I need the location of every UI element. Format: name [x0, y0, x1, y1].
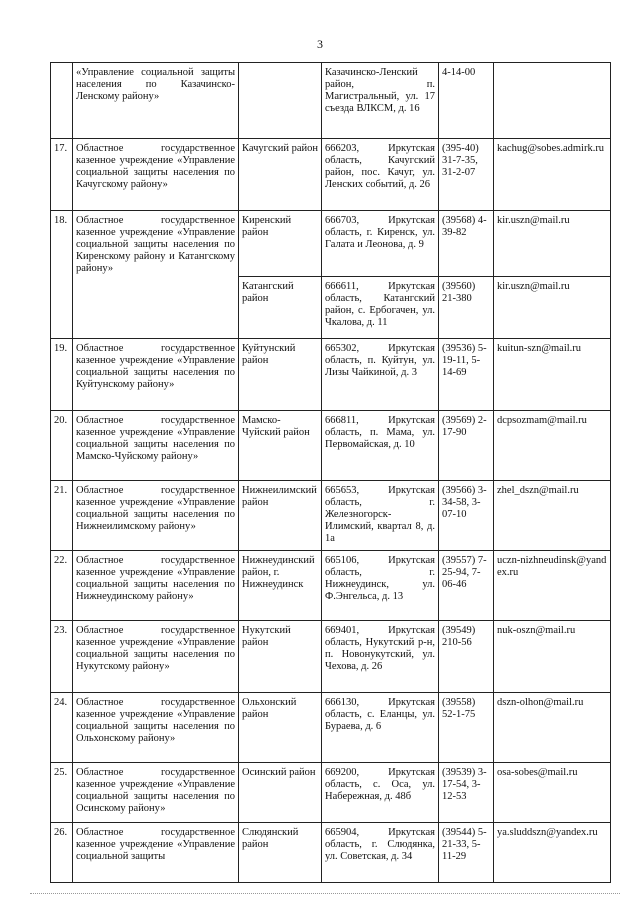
address-cell: 665904, Иркутская область, г. Слюдянка, ул. Советская, д. 34 [322, 823, 439, 883]
phone-cell: (39560) 21-380 [439, 277, 494, 339]
email-cell: dszn-olhon@mail.ru [494, 693, 611, 763]
table-row [51, 693, 611, 763]
table-row [51, 823, 611, 883]
row-number-cell: 20. [51, 411, 73, 481]
row-number-cell: 17. [51, 139, 73, 211]
email-cell [494, 63, 611, 139]
row-number-cell: 24. [51, 693, 73, 763]
institution-cell: Областное государственное казенное учреждение «Управление социальной защиты населения по Мамско-Чуйскому району» [73, 411, 239, 481]
institution-cell: Областное государственное казенное учреждение «Управление социальной защиты населения по Нукутскому району» [73, 621, 239, 693]
email-cell: dcpsozmam@mail.ru [494, 411, 611, 481]
row-number-cell: 21. [51, 481, 73, 551]
registry-table-body [51, 63, 611, 883]
bottom-divider [30, 893, 620, 894]
email-cell: zhel_dszn@mail.ru [494, 481, 611, 551]
phone-cell: (39558) 52-1-75 [439, 693, 494, 763]
district-cell: Ольхонский район [239, 693, 322, 763]
address-cell: 666811, Иркутская область, п. Мама, ул. Первомайская, д. 10 [322, 411, 439, 481]
registry-table [50, 62, 611, 883]
district-cell: Осинский район [239, 763, 322, 823]
email-cell: osa-sobes@mail.ru [494, 763, 611, 823]
district-cell: Нижнеудинский район, г. Нижнеудинск [239, 551, 322, 621]
phone-cell: (39566) 3-34-58, 3-07-10 [439, 481, 494, 551]
table-row [51, 551, 611, 621]
district-cell: Киренский район [239, 211, 322, 277]
row-number-cell: 26. [51, 823, 73, 883]
district-cell: Нукутский район [239, 621, 322, 693]
institution-cell: Областное государственное казенное учреждение «Управление социальной защиты населения по Нижнеудинскому району» [73, 551, 239, 621]
institution-cell: Областное государственное казенное учреждение «Управление социальной защиты населения по Куйтунскому району» [73, 339, 239, 411]
email-cell: kir.uszn@mail.ru [494, 277, 611, 339]
table-row [51, 211, 611, 277]
address-cell: 669200, Иркутская область, с. Оса, ул. Набережная, д. 48б [322, 763, 439, 823]
institution-cell: Областное государственное казенное учреждение «Управление социальной защиты населения по Киренскому району и Катангскому району» [73, 211, 239, 339]
table-row [51, 481, 611, 551]
row-number-cell: 22. [51, 551, 73, 621]
institution-cell: Областное государственное казенное учреждение «Управление социальной защиты населения по Ольхонскому району» [73, 693, 239, 763]
phone-cell: (39539) 3-17-54, 3-12-53 [439, 763, 494, 823]
email-cell: ya.sluddszn@yandex.ru [494, 823, 611, 883]
institution-cell: Областное государственное казенное учреждение «Управление социальной защиты населения по Качугскому району» [73, 139, 239, 211]
phone-cell: (39568) 4-39-82 [439, 211, 494, 277]
row-number-cell: 23. [51, 621, 73, 693]
phone-cell: (39549) 210-56 [439, 621, 494, 693]
email-cell: kachug@sobes.admirk.ru [494, 139, 611, 211]
district-cell: Куйтунский район [239, 339, 322, 411]
row-number-cell: 18. [51, 211, 73, 339]
district-cell: Нижнеилимский район [239, 481, 322, 551]
district-cell: Катангский район [239, 277, 322, 339]
phone-cell: (395-40) 31-7-35, 31-2-07 [439, 139, 494, 211]
address-cell: 666611, Иркутская область, Катангский район, с. Ербогачен, ул. Чкалова, д. 11 [322, 277, 439, 339]
phone-cell: 4-14-00 [439, 63, 494, 139]
address-cell: 665653, Иркутская область, г. Железногорск-Илимский, квартал 8, д. 1а [322, 481, 439, 551]
page-number: 3 [317, 37, 323, 51]
district-cell: Мамско-Чуйский район [239, 411, 322, 481]
district-cell: Слюдянский район [239, 823, 322, 883]
row-number-cell: 25. [51, 763, 73, 823]
phone-cell: (39536) 5-19-11, 5-14-69 [439, 339, 494, 411]
row-number-cell [51, 63, 73, 139]
institution-cell: Областное государственное казенное учреждение «Управление социальной защиты [73, 823, 239, 883]
address-cell: 666703, Иркутская область, г. Киренск, ул. Галата и Леонова, д. 9 [322, 211, 439, 277]
district-cell [239, 63, 322, 139]
address-cell: 666130, Иркутская область, с. Еланцы, ул. Бураева, д. 6 [322, 693, 439, 763]
email-cell: kir.uszn@mail.ru [494, 211, 611, 277]
address-cell: 665106, Иркутская область, г. Нижнеудинск, ул. Ф.Энгельса, д. 13 [322, 551, 439, 621]
district-cell: Качугский район [239, 139, 322, 211]
email-cell: kuitun-szn@mail.ru [494, 339, 611, 411]
institution-cell: Областное государственное казенное учреждение «Управление социальной защиты населения по Осинскому району» [73, 763, 239, 823]
institution-cell: «Управление социальной защиты населения по Казачинско-Ленскому району» [73, 63, 239, 139]
address-cell: 665302, Иркутская область, п. Куйтун, ул. Лизы Чайкиной, д. 3 [322, 339, 439, 411]
address-cell: Казачинско-Ленский район, п. Магистральный, ул. 17 съезда ВЛКСМ, д. 16 [322, 63, 439, 139]
phone-cell: (39569) 2-17-90 [439, 411, 494, 481]
address-cell: 666203, Иркутская область, Качугский район, пос. Качуг, ул. Ленских событий, д. 26 [322, 139, 439, 211]
address-cell: 669401, Иркутская область, Нукутский р-н, п. Новонукутский, ул. Чехова, д. 26 [322, 621, 439, 693]
table-row [51, 411, 611, 481]
table-row [51, 63, 611, 139]
table-row [51, 339, 611, 411]
phone-cell: (39557) 7-25-94, 7-06-46 [439, 551, 494, 621]
email-cell: uczn-nizhneudinsk@yandex.ru [494, 551, 611, 621]
institution-cell: Областное государственное казенное учреждение «Управление социальной защиты населения по Нижнеилимскому району» [73, 481, 239, 551]
row-number-cell: 19. [51, 339, 73, 411]
table-row [51, 621, 611, 693]
table-row [51, 139, 611, 211]
email-cell: nuk-oszn@mail.ru [494, 621, 611, 693]
table-row [51, 763, 611, 823]
phone-cell: (39544) 5-21-33, 5-11-29 [439, 823, 494, 883]
